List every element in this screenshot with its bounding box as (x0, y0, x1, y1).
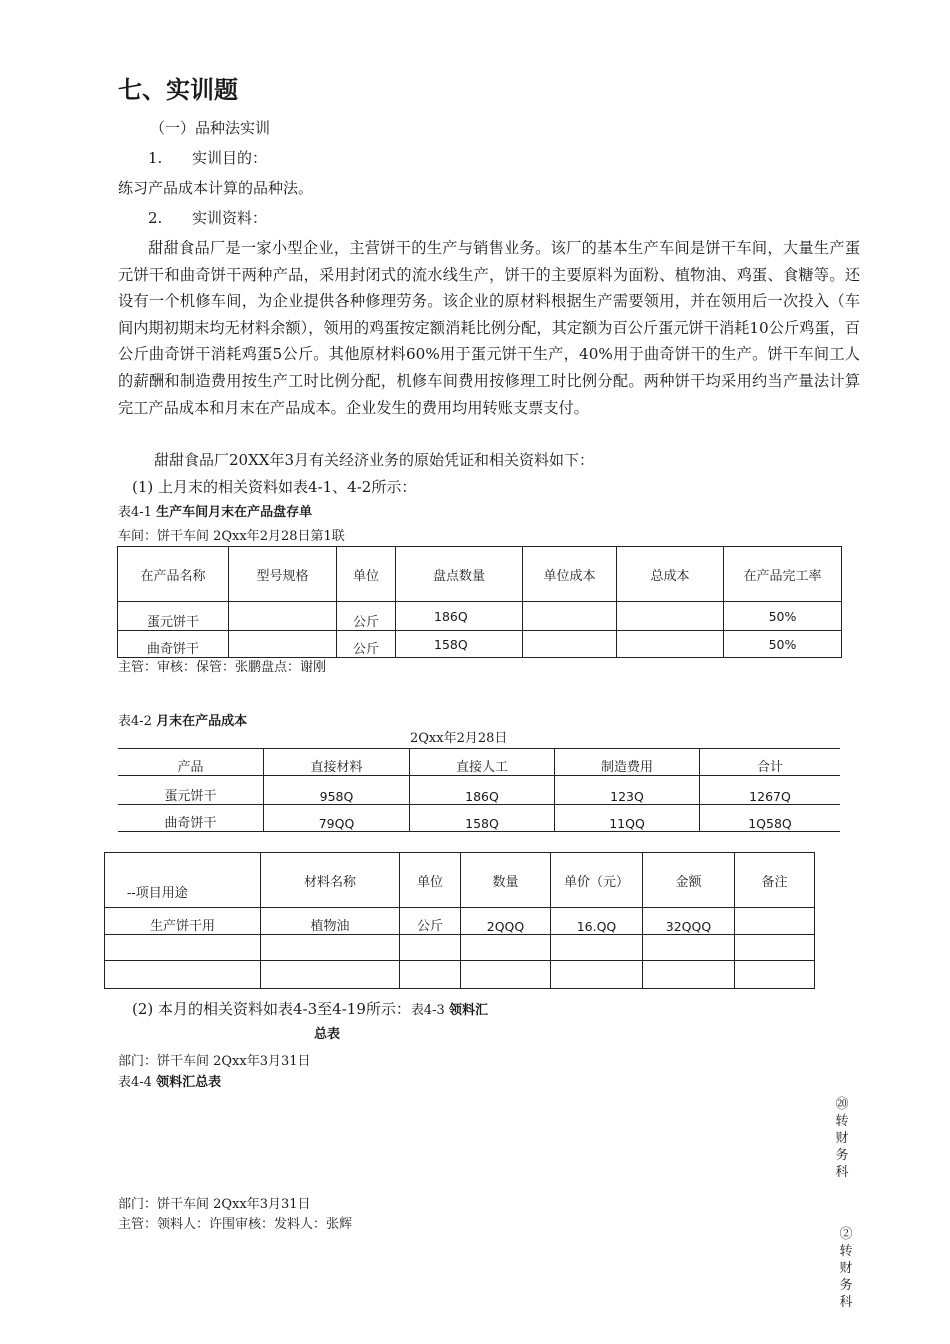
paragraph-2: 甜甜食品厂20XX年3月有关经济业务的原始凭证和相关资料如下： (154, 451, 594, 469)
side-note-2: ②转财务科 (839, 1227, 853, 1310)
table2-cell: 123Q (555, 776, 700, 805)
table2-cell: 1Q58Q (700, 805, 841, 832)
table1-caption-title: 生产车间月末在产品盘存单 (156, 505, 313, 520)
footer-signatures: 主管：领料人：许围审核：发料人：张辉 (118, 1217, 353, 1232)
table2-cell: 79QQ (264, 805, 410, 832)
table1-caption (118, 505, 312, 521)
table2-date: 2Qxx年2月28日 (410, 731, 508, 746)
dept-line-1: 部门：饼干车间 2Qxx年3月31日 (118, 1054, 311, 1069)
table2-header: 直接人工 (410, 749, 555, 776)
table3-cell: 16.QQ (551, 908, 643, 935)
table3-cell (551, 961, 643, 989)
table1-header: 在产品名称 (118, 547, 229, 602)
table3-cell: 生产饼干用 (105, 908, 261, 935)
t44-title: 领料汇总表 (156, 1075, 222, 1090)
table1-cell: 曲奇饼干 (118, 631, 229, 658)
purpose-text: 练习产品成本计算的品种法。 (118, 179, 314, 197)
table1-cell (229, 631, 337, 658)
table2 (118, 748, 840, 832)
table1-cell: 50% (724, 631, 842, 658)
item2-num: 2. (148, 209, 163, 227)
table3-cell: 2QQQ (461, 908, 551, 935)
table1-header: 单位成本 (523, 547, 617, 602)
table-row (105, 908, 815, 935)
table3-header: 金额 (643, 853, 735, 908)
table3-cell (105, 961, 261, 989)
paragraph-3: (1) 上月末的相关资料如表4-1、4-2所示： (132, 478, 417, 496)
table-row (118, 776, 840, 805)
table1-cell (229, 602, 337, 631)
table3-cell (461, 935, 551, 961)
table1-subheading: 车间：饼干车间 2Qxx年2月28日第1联 (118, 529, 345, 544)
table2-header: 合计 (700, 749, 841, 776)
table3-cell (261, 961, 400, 989)
table2-caption-title: 月末在产品成本 (156, 714, 248, 729)
paragraph-4-text: (2) 本月的相关资料如表4-3至4-19所示： (132, 1000, 411, 1018)
table3 (104, 852, 815, 989)
table3-cell (400, 935, 461, 961)
table3-cell (735, 908, 815, 935)
table1-cell: 蛋元饼干 (118, 602, 229, 631)
table2-cell: 11QQ (555, 805, 700, 832)
t44-caption (118, 1075, 221, 1091)
table2-caption-prefix: 表4-2 (118, 714, 157, 729)
t43-prefix: 表4-3 (410, 1003, 449, 1018)
table1-header: 在产品完工率 (724, 547, 842, 602)
table1-footer: 主管：审核：保管：张鹏盘点：谢刚 (118, 660, 327, 675)
table3-cell (105, 935, 261, 961)
table1-cell: 公斤 (337, 602, 396, 631)
table2-cell: 1267Q (700, 776, 841, 805)
table2-header: 直接材料 (264, 749, 410, 776)
table2-header: 产品 (118, 749, 264, 776)
side-note-1: ⑳转财务科 (835, 1097, 849, 1180)
table2-cell: 蛋元饼干 (118, 776, 264, 805)
table2-header: 制造费用 (555, 749, 700, 776)
table1-header: 单位 (337, 547, 396, 602)
table2-cell: 曲奇饼干 (118, 805, 264, 832)
table1-header: 盘点数量 (396, 547, 523, 602)
table3-cell (261, 935, 400, 961)
table3-cell (643, 935, 735, 961)
table1 (117, 546, 842, 658)
table1-header: 型号规格 (229, 547, 337, 602)
table3-header-row (105, 853, 815, 908)
table2-cell: 158Q (410, 805, 555, 832)
table3-cell (461, 961, 551, 989)
table1-caption-prefix: 表4-1 (118, 505, 157, 520)
table1-cell: 186Q (396, 602, 523, 631)
table1-cell (523, 602, 617, 631)
table3-cell (735, 935, 815, 961)
paragraph-4 (132, 998, 488, 1019)
t43-bold2: 总表 (314, 1027, 341, 1042)
table3-cell: 公斤 (400, 908, 461, 935)
table2-caption (118, 714, 247, 730)
table3-cell: 32QQQ (643, 908, 735, 935)
item1-num: 1. (148, 149, 163, 167)
table3-cell: 植物油 (261, 908, 400, 935)
table3-cell (735, 961, 815, 989)
table3-header: 数量 (461, 853, 551, 908)
table2-cell: 958Q (264, 776, 410, 805)
t43-bold1: 领料汇 (448, 1003, 488, 1018)
table2-header-row (118, 749, 840, 776)
table1-cell: 158Q (396, 631, 523, 658)
table-row (118, 805, 840, 832)
table3-header: 备注 (735, 853, 815, 908)
table-row (105, 935, 815, 961)
table3-header: 单价（元） (551, 853, 643, 908)
table1-cell: 50% (724, 602, 842, 631)
table3-cell (643, 961, 735, 989)
table3-header: 单位 (400, 853, 461, 908)
table-row (105, 961, 815, 989)
table1-cell (617, 631, 724, 658)
table3-header: --项目用途 (105, 853, 261, 908)
table3-cell (551, 935, 643, 961)
table1-cell: 公斤 (337, 631, 396, 658)
dept-line-2: 部门：饼干车间 2Qxx年3月31日 (118, 1197, 311, 1212)
table-row (118, 602, 842, 631)
paragraph-1: 甜甜食品厂是一家小型企业，主营饼干的生产与销售业务。该厂的基本生产车间是饼干车间，大量生产蛋元饼干和曲奇饼干两种产品，采用封闭式的流水线生产，饼干的主要原料为面粉、植物油、鸡蛋、食糖等。还设有一个机修车间，为企业提供各种修理劳务。该企业的原材料根据生产需要领用，并在领用后一次投入（车间内期初期末均无材料余额），领用的鸡蛋按定额消耗比例分配，其定额为百公斤蛋元饼干消耗10公斤鸡蛋，百公斤曲奇饼干消耗鸡蛋5公斤。其他原材料60%用于蛋元饼干生产，40%用于曲奇饼干的生产。饼干车间工人的薪酬和制造费用按生产工时比例分配，机修车间费用按修理工时比例分配。两种饼干均采用约当产量法计算完工产品成本和月末在产品成本。企业发生的费用均用转账支票支付。 (118, 239, 860, 417)
table1-header: 总成本 (617, 547, 724, 602)
table1-cell (523, 631, 617, 658)
table3-header: 材料名称 (261, 853, 400, 908)
page-title: 七、实训题 (118, 76, 238, 104)
t44-prefix: 表4-4 (118, 1075, 157, 1090)
item2-label: 实训资料： (192, 209, 268, 227)
table2-cell: 186Q (410, 776, 555, 805)
item1-label: 实训目的： (192, 149, 268, 167)
table1-cell (617, 602, 724, 631)
section-heading: （一）品种法实训 (150, 119, 271, 137)
table3-cell (400, 961, 461, 989)
table-row (118, 631, 842, 658)
main-paragraph (118, 235, 860, 421)
table1-header-row (118, 547, 842, 602)
